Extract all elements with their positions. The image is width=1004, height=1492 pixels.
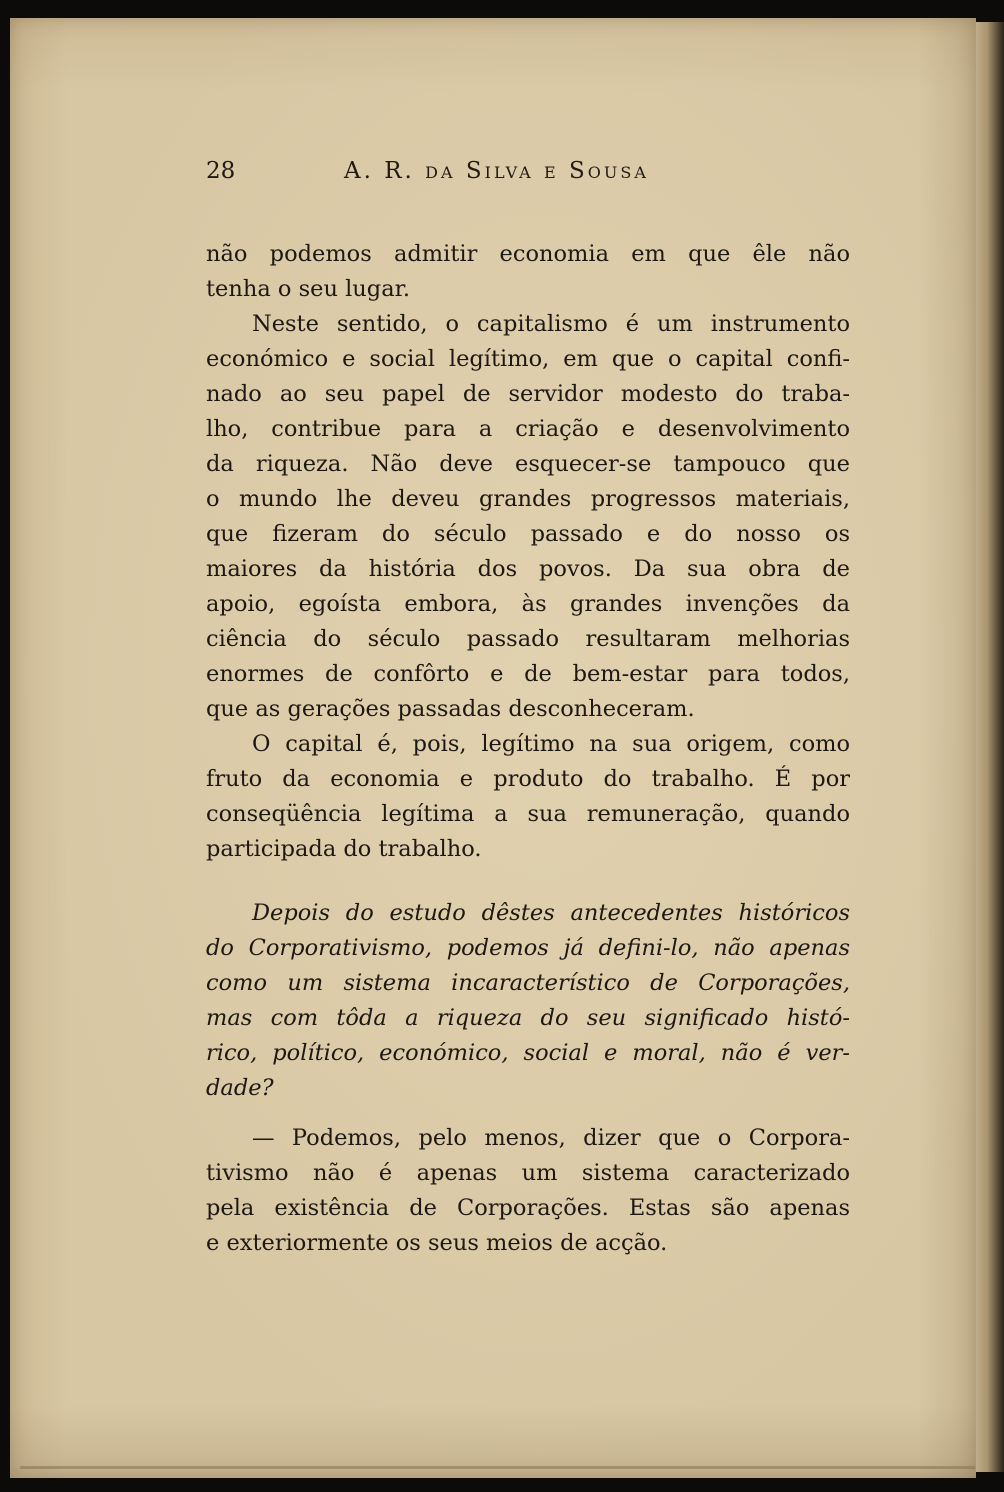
text-line: nado ao seu papel de servidor modesto do traba- xyxy=(206,381,850,407)
text-line: que as gerações passadas desconheceram. xyxy=(206,696,695,722)
text-line: e exteriormente os seus meios de acção. xyxy=(206,1230,668,1256)
text-line: fruto da economia e produto do trabalho. É por xyxy=(206,766,850,792)
text-line: tivismo não é apenas um sistema caracterizado xyxy=(206,1160,850,1186)
text-line: enormes de confôrto e de bem-estar para todos, xyxy=(206,661,850,687)
page-header xyxy=(206,158,850,192)
text-line: participada do trabalho. xyxy=(206,836,482,862)
text-line: conseqüência legítima a sua remuneração, quando xyxy=(206,801,850,827)
text-line: Neste sentido, o capitalismo é um instrumento xyxy=(252,311,850,337)
page-bottom-edge xyxy=(20,1466,975,1469)
paragraph-2 xyxy=(206,307,850,727)
text-line: O capital é, pois, legítimo na sua origem, como xyxy=(252,731,850,757)
text-line: dade? xyxy=(206,1075,274,1101)
text-line: pela existência de Corporações. Estas são apenas xyxy=(206,1195,850,1221)
text-line: maiores da história dos povos. Da sua obra de xyxy=(206,556,850,582)
text-line: económico e social legítimo, em que o capital confi- xyxy=(206,346,850,372)
text-line: lho, contribue para a criação e desenvolvimento xyxy=(206,416,850,442)
page-number: 28 xyxy=(206,158,236,184)
text-line: da riqueza. Não deve esquecer-se tampouco que xyxy=(206,451,850,477)
text-line: mas com tôda a riqueza do seu significado histó- xyxy=(206,1005,850,1031)
text-line: que fizeram do século passado e do nosso os xyxy=(206,521,850,547)
text-line: tenha o seu lugar. xyxy=(206,276,411,302)
text-line: Depois do estudo dêstes antecedentes históricos xyxy=(252,900,850,926)
text-line: do Corporativismo, podemos já defini-lo, não apenas xyxy=(206,935,850,961)
text-line: apoio, egoísta embora, às grandes invenções da xyxy=(206,591,850,617)
text-line: ciência do século passado resultaram melhorias xyxy=(206,626,850,652)
text-line: — Podemos, pelo menos, dizer que o Corpora- xyxy=(252,1125,850,1151)
question-paragraph xyxy=(206,896,850,1106)
text-line: o mundo lhe deveu grandes progressos materiais, xyxy=(206,486,850,512)
text-line: rico, político, económico, social e moral, não é ver- xyxy=(206,1040,850,1066)
answer-paragraph xyxy=(206,1121,850,1261)
page-edge-shadow xyxy=(976,22,1004,1472)
running-head: A. R. da Silva e Sousa xyxy=(344,158,649,184)
paragraph-1 xyxy=(206,237,850,307)
text-line: não podemos admitir economia em que êle não xyxy=(206,241,850,267)
paragraph-3 xyxy=(206,727,850,867)
text-line: como um sistema incaracterístico de Corporações, xyxy=(206,970,850,996)
